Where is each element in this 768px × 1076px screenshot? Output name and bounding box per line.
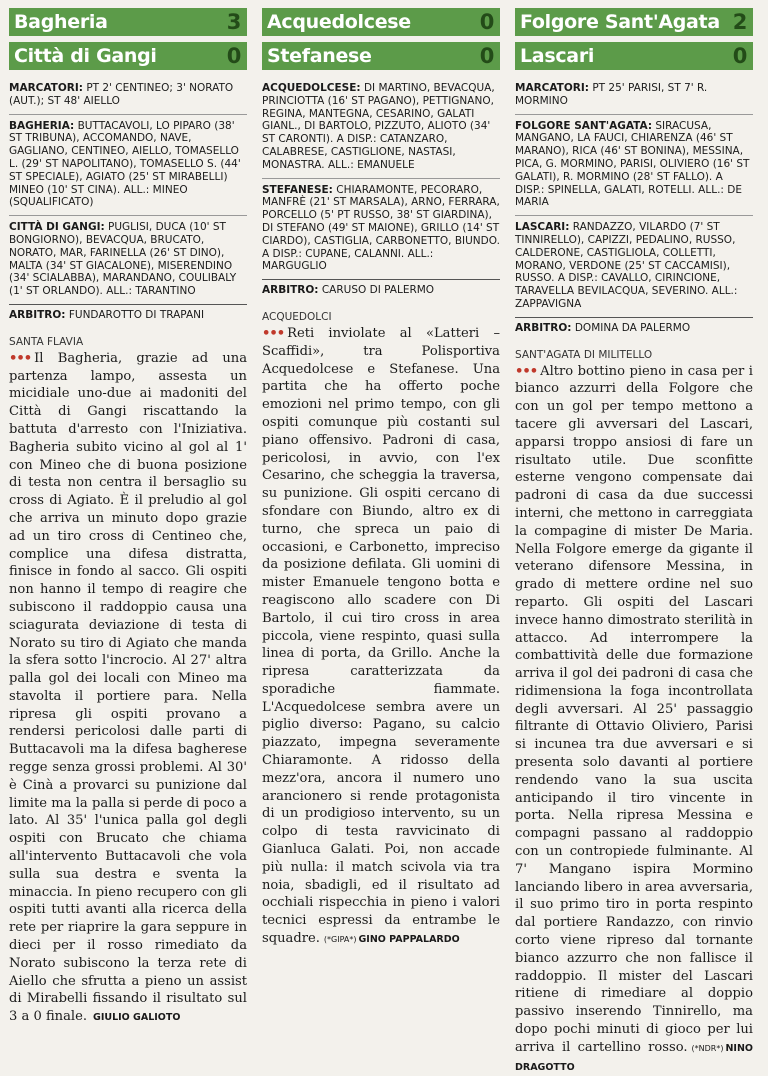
home-team-bar <box>9 8 247 36</box>
home-lineup: BAGHERIA: BUTTACAVOLI, LO PIPARO (38' ST TRIBUNA), ACCOMANDO, NAVE, GAGLIANO, CENTINEO, AIELLO, TOMASELLO L. (29' ST NAPOLITANO), TOMASELLO S. (44' ST SPECIALE), AGIATO (25' ST MIRABELLI) MINEO (10' ST CINA). ALL.: MINEO (SQUALIFICATO) <box>9 119 241 209</box>
marcatori: MARCATORI: PT 25' PARISI, ST 7' R. MORMINO <box>515 82 708 107</box>
divider <box>262 178 500 179</box>
divider <box>515 215 753 216</box>
arbitro: ARBITRO: CARUSO DI PALERMO <box>262 279 500 297</box>
article-body: ••• Reti inviolate al «Latteri – Scaffidi», tra Polisportiva Acquedolcese e Stefanese. Una partita che ha offerto poche emozioni nel primo tempo, con gli ospiti comunque più costanti sul piano offensivo. Padroni di casa, pericolosi, in avvio, con l'ex Cesarino, che scheggia la traversa, su punizione. Gli ospiti cercano di sfondare con Biundo, altro ex di turno, che spreca un paio di occasioni, e Carbonetto, impreciso da posizione defilata. Gli uomini di mister Emanuele tengono botta e reagiscono allo scadere con Di Bartolo, il cui tiro cross in area piccola, viene respinto, quasi sulla linea di porta, da Grillo. Anche la ripresa caratterizzata da sporadiche fiammate. L'Acquedolcese sembra avere un piglio diverso: Pagano, su calcio piazzato, impegna severamente Chiaramonte. A ridosso della mezz'ora, ancora il numero uno arancionero si rende protagonista di un prodigioso intervento, su un colpo di testa ravvicinato di Gianluca Galati. Poi, non accade più nulla: il match scivola via tra noia, sbadigli, ed il risultato ad occhiali rispecchia in pieno i valori tecnici espressi da entrambe le squadre. (*GIPA*) GINO PAPPALARDO <box>262 325 500 947</box>
byline: (*NDR*) NINO DRAGOTTO <box>515 1042 753 1073</box>
dateline: SANT'AGATA DI MILITELLO <box>515 348 653 361</box>
home-team-name: Bagheria <box>14 11 108 33</box>
away-lineup: LASCARI: RANDAZZO, VILARDO (7' ST TINNIRELLO), CAPIZZI, PEDALINO, RUSSO, CALDERONE, CASTIGLIOLA, COLLETTI, MORANO, VERDONE (25' ST CACCAMISI), RUSSO. A DISP.: CAVALLO, CIRINCIONE, TARAVELLA BEVILACQUA, SEVERINO. ALL.: ZAPPAVIGNA <box>515 221 738 310</box>
arbitro: ARBITRO: DOMINA DA PALERMO <box>515 317 753 335</box>
match-column-folgore <box>515 8 753 1076</box>
home-lineup: FOLGORE SANT'AGATA: SIRACUSA, MANGANO, LA FAUCI, CHIARENZA (46' ST MARANO), RICA (46' ST BONINA), MESSINA, PICA, G. MORMINO, PARISI, OLIVIERO (16' ST GALATI), R. MORMINO (28' ST FALLO). A DISP.: SPINELLA, GALATI, ROTELLI. ALL.: DE MARIA <box>515 119 750 209</box>
away-team-name: Lascari <box>520 45 595 67</box>
marcatori: MARCATORI: PT 2' CENTINEO; 3' NORATO (AUT.); ST 48' AIELLO <box>9 82 234 107</box>
away-team-bar <box>9 42 247 70</box>
match-box <box>9 82 247 322</box>
away-lineup: CITTÀ DI GANGI: PUGLISI, DUCA (10' ST BONGIORNO), BEVACQUA, BRUCATO, NORATO, MAR, FARINELLA (26' ST DINO), MALTA (34' ST GIACALONE), MISERENDINO (34' SCIALABBA), MARANDANO, COULIBALY (1' ST ORLANDO). ALL.: TARANTINO <box>9 221 237 298</box>
bullet-dots-icon: ••• <box>262 325 285 341</box>
divider <box>9 114 247 115</box>
away-score: 0 <box>226 44 241 68</box>
match-column-bagheria <box>9 8 247 1027</box>
home-lineup: ACQUEDOLCESE: DI MARTINO, BEVACQUA, PRINCIOTTA (16' ST PAGANO), PETTIGNANO, REGINA, MANTEGNA, CESARINO, GALATI GIANL., DI BARTOLO, PIZZUTO, ALIOTO (34' ST CARONTI). A DISP.: CATANZARO, CALABRESE, CASTIGLIONE, NASTASI, MONASTRA. ALL.: EMANUELE <box>262 82 495 171</box>
away-lineup: STEFANESE: CHIARAMONTE, PECORARO, MANFRÈ (21' ST MARSALA), ARNO, FERRARA, PORCELLO (5' PT RUSSO, 38' ST GIARDINA), DI STEFANO (49' ST MAIONE), GRILLO (14' ST CIARDO), CASTIGLIA, CARBONETTO, BIUNDO. A DISP.: CUPANE, CALANNI. ALL.: MARGUGLIO <box>262 183 500 273</box>
divider <box>9 215 247 216</box>
byline: (*GIPA*) GINO PAPPALARDO <box>323 934 460 946</box>
away-team-bar <box>262 42 500 70</box>
home-score: 0 <box>479 10 494 34</box>
arbitro: ARBITRO: FUNDAROTTO DI TRAPANI <box>9 304 247 322</box>
match-column-acquedolcese <box>262 8 500 949</box>
home-team-name: Acquedolcese <box>267 11 411 33</box>
match-box <box>515 82 753 335</box>
away-team-name: Stefanese <box>267 45 372 67</box>
home-score: 2 <box>732 10 747 34</box>
home-score: 3 <box>226 10 241 34</box>
match-box <box>262 82 500 297</box>
divider <box>515 114 753 115</box>
away-score: 0 <box>732 44 747 68</box>
bullet-dots-icon: ••• <box>515 363 538 379</box>
away-score: 0 <box>479 44 494 68</box>
article-body: ••• Altro bottino pieno in casa per i bianco azzurri della Folgore che con un gol per tempo mettono a tacere gli avversari del Lascari, apparsi troppo ansiosi di fare un risultato utile. Due sconfitte esterne vengono compensate dai padroni di casa da due successi interni, che mettono in carreggiata la compagine di mister De Maria. Nella Folgore emerge da gigante il veterano difensore Messina, in grado di mettere ordine nel suo reparto. Gli ospiti del Lascari invece hanno dimostrato sterilità in attacco. Ad interrompere la combattività delle due formazione arriva il gol dei padroni di casa che ridimensiona la foga incontrollata degli avversari. Al 25' passaggio filtrante di Ottavio Oliviero, Parisi si incunea tra due avversari e si presenta solo davanti al portiere rendendo vano la sua uscita anticipando il tiro vincente in porta. Nella ripresa Messina e compagni passano al raddoppio con un contropiede fulminante. Al 7' Mangano ispira Mormino lanciando libero in area avversaria, il suo primo tiro in porta respinto dal portiere Randazzo, con rinvio corto viene ripreso dal tornante bianco azzurro che non fallisce il raddoppio. Il mister del Lascari ritiene di rimediare al doppio passivo inserendo Tinnirello, ma dopo pochi minuti di gioco per lui arriva il cartellino rosso. (*NDR*) NINO DRAGOTTO <box>515 363 753 1073</box>
home-team-name: Folgore Sant'Agata <box>520 11 720 33</box>
home-team-bar <box>515 8 753 36</box>
away-team-name: Città di Gangi <box>14 45 157 67</box>
article-body: ••• Il Bagheria, grazie ad una partenza lampo, assesta un micidiale uno-due ai madoniti del Città di Gangi riscattando la battuta d'arresto con l'Iniziativa. Bagheria subito vicino al gol al 1' con Mineo che di buona posizione di testa non centra il bersaglio su cross di Agiato. È il preludio al gol che arriva un minuto dopo grazie ad un tiro cross di Centineo che, complice una difesa distratta, finisce in fondo al sacco. Gli ospiti non hanno il tempo di reagire che subiscono il raddoppio causa una sciagurata deviazione di testa di Norato su tiro di Agiato che manda la sfera sotto l'incrocio. Al 27' altra palla gol dei locali con Mineo ma stavolta il portiere para. Nella ripresa gli ospiti provano a rendersi pericolosi dalle parti di Buttacavoli ma la difesa bagherese regge senza grossi problemi. Al 30' è Cinà a provarci su punizione dal limite ma la palla si perde di poco a lato. Al 35' l'unica palla gol degli ospiti con Brucato che chiama all'intervento Buttacavoli che vola sulla sua destra e sventa la minaccia. In pieno recupero con gli ospiti tutti avanti alla ricerca della rete per riaprire la gara seppure in dieci per il rosso rimediato da Norato subiscono la terza rete di Aiello che sfrutta a pieno un assist di Mirabelli fissando il risultato sul 3 a 0 finale. GIULIO GALIOTO <box>9 350 247 1025</box>
home-team-bar <box>262 8 500 36</box>
away-team-bar <box>515 42 753 70</box>
dateline: SANTA FLAVIA <box>9 335 84 348</box>
byline: GIULIO GALIOTO <box>93 1012 181 1024</box>
bullet-dots-icon: ••• <box>9 350 32 366</box>
dateline: ACQUEDOLCI <box>262 310 332 323</box>
